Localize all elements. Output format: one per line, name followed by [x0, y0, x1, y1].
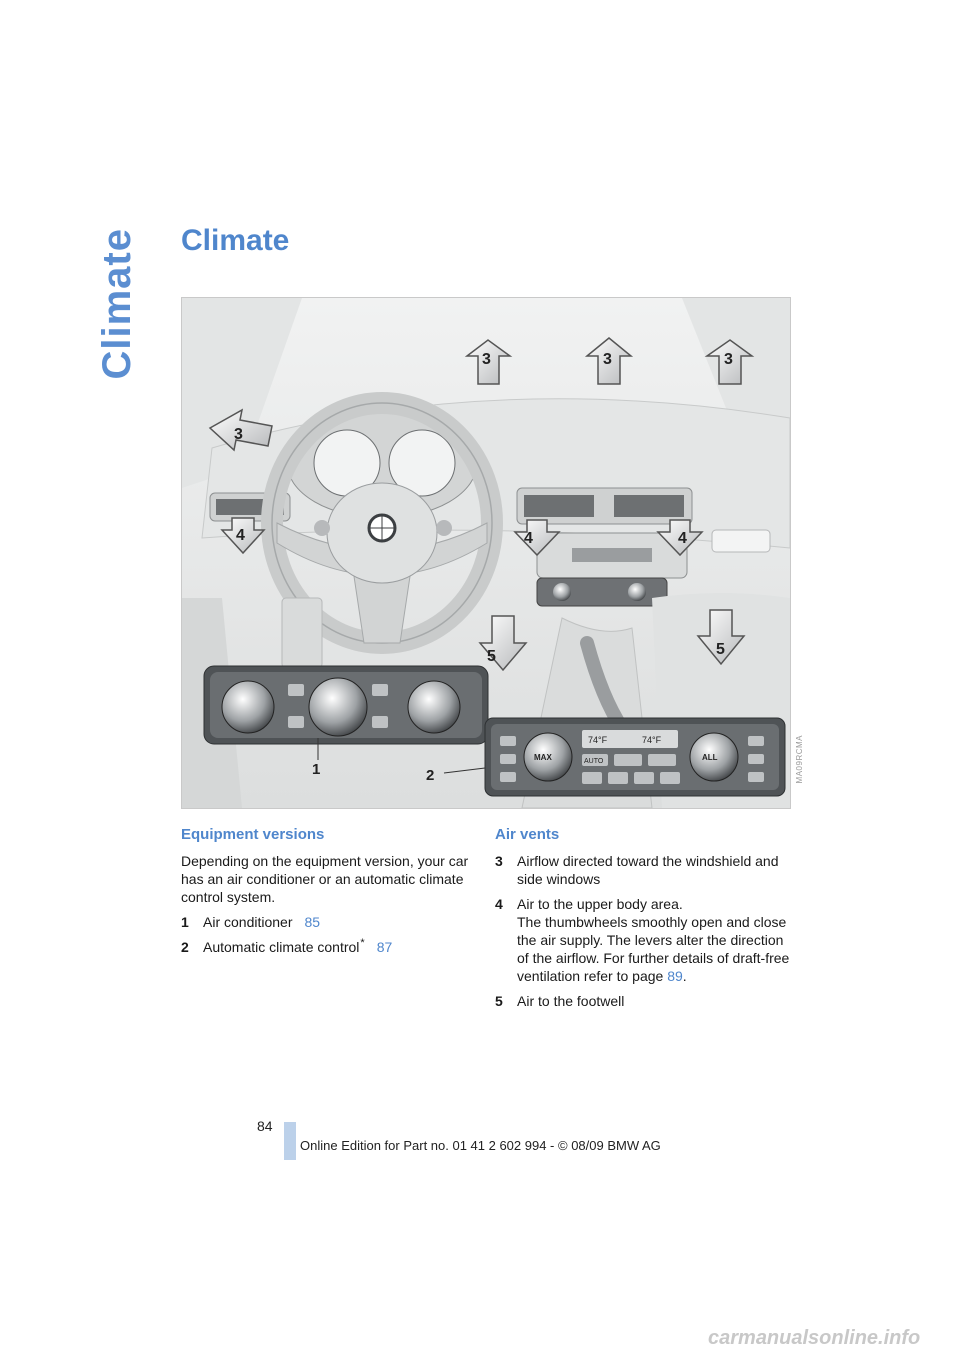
optional-equipment-star-icon: * [360, 937, 365, 950]
ac-unit-dashboard [537, 578, 667, 606]
list-item-air-conditioner [181, 913, 471, 931]
list-item-windshield [495, 852, 795, 888]
list-item-upper-body [495, 895, 795, 985]
svg-text:74°F: 74°F [588, 735, 608, 745]
svg-text:4: 4 [678, 530, 687, 547]
page-number: 84 [257, 1118, 273, 1134]
dashboard-figure [181, 297, 791, 809]
footer-text: Online Edition for Part no. 01 41 2 602 994 - © 08/09 BMW AG [300, 1138, 661, 1153]
page-title: Climate [181, 224, 290, 257]
item-number: 1 [181, 914, 189, 930]
item-label: Air conditioner [203, 914, 293, 930]
item-text: Air to the footwell [517, 993, 625, 1009]
svg-text:MAX: MAX [534, 753, 552, 762]
equipment-versions-section [181, 826, 471, 963]
svg-text:3: 3 [234, 426, 243, 443]
vent-center [517, 488, 692, 524]
page-link-85[interactable]: 85 [304, 914, 321, 930]
svg-text:ALL: ALL [702, 753, 718, 762]
svg-text:3: 3 [482, 351, 491, 368]
item-label: Automatic climate control [203, 939, 360, 955]
list-item-footwell [495, 992, 795, 1010]
item-detail: The thumbwheels smoothly open and close the air supply. The levers alter the direction of the airflow. For further details of draft-free ventilation refer to page [517, 914, 790, 984]
air-vents-section [495, 826, 795, 1017]
svg-text:3: 3 [603, 351, 612, 368]
svg-text:AUTO: AUTO [584, 758, 604, 765]
side-tab-label: Climate [95, 228, 139, 380]
page-link-89[interactable]: 89 [667, 968, 683, 984]
svg-text:5: 5 [716, 641, 725, 658]
equipment-text: Depending on the equipment version, your car has an air conditioner or an automatic climate control system. [181, 853, 469, 905]
dashboard-illustration [182, 298, 790, 808]
item-number: 3 [495, 853, 503, 869]
figure-code: MA09RCMA [795, 735, 804, 784]
list-item-automatic-climate [181, 938, 471, 956]
svg-text:74°F: 74°F [642, 735, 662, 745]
item-number: 2 [181, 939, 189, 955]
svg-text:5: 5 [487, 648, 496, 665]
equipment-heading: Equipment versions [181, 826, 325, 843]
sentence-end: . [682, 968, 687, 984]
inset-automatic-climate [485, 718, 785, 796]
item-number: 5 [495, 993, 503, 1009]
footer-accent-bar [284, 1122, 296, 1160]
watermark: carmanualsonline.info [708, 1327, 921, 1349]
item-number: 4 [495, 896, 503, 912]
air-vents-heading: Air vents [495, 826, 560, 843]
svg-text:4: 4 [524, 530, 533, 547]
callout-1: 1 [312, 761, 321, 778]
callout-2: 2 [426, 767, 435, 784]
item-text: Air to the upper body area. [517, 896, 683, 912]
page-link-87[interactable]: 87 [376, 939, 393, 955]
item-text: Airflow directed toward the windshield and side windows [517, 853, 779, 887]
svg-text:3: 3 [724, 351, 733, 368]
svg-text:4: 4 [236, 527, 245, 544]
